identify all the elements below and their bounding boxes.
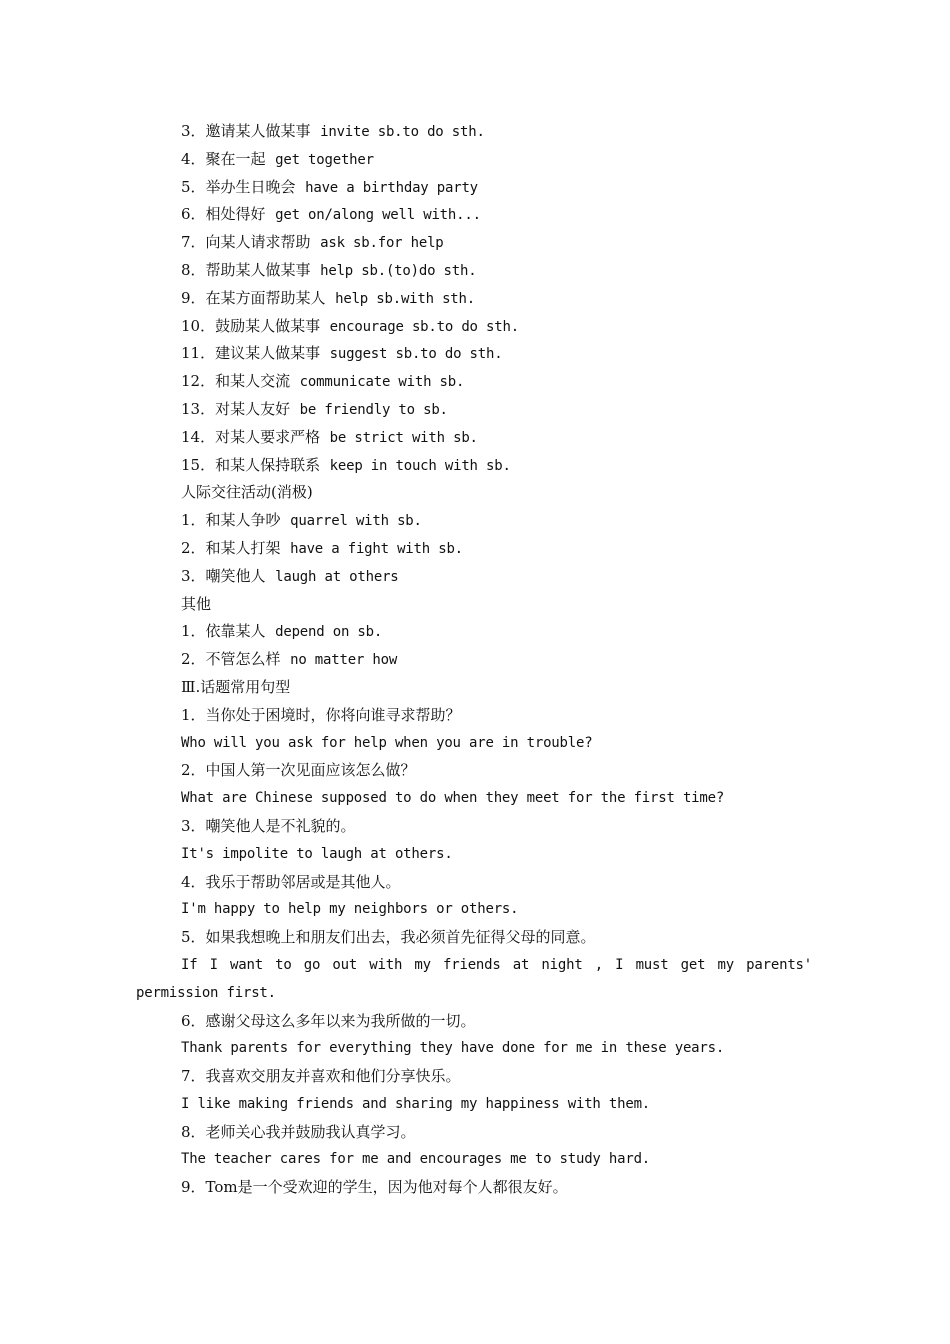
phrase-line: 12．和某人交流 communicate with sb. <box>181 372 465 391</box>
sentence-chinese: 5．如果我想晚上和朋友们出去，我必须首先征得父母的同意。 <box>181 928 596 947</box>
phrase-line: 14．对某人要求严格 be strict with sb. <box>181 427 478 446</box>
phrase-line: 4．聚在一起 get together <box>181 149 374 168</box>
document-page <box>0 118 950 1202</box>
phrase-line: 13．对某人友好 be friendly to sb. <box>181 399 448 418</box>
phrase-line: 9．在某方面帮助某人 help sb.with sth. <box>181 288 475 307</box>
sentence-english: It's impolite to laugh at others. <box>181 845 453 862</box>
phrase-line: 1．依靠某人 depend on sb. <box>181 622 383 641</box>
sentence-chinese: 1．当你处于困境时，你将向谁寻求帮助？ <box>181 705 461 724</box>
sentence-chinese: 7．我喜欢交朋友并喜欢和他们分享快乐。 <box>181 1067 461 1086</box>
sentence-english: What are Chinese supposed to do when they meet for the first time? <box>181 790 725 807</box>
sentence-chinese: 3．嘲笑他人是不礼貌的。 <box>181 816 356 835</box>
sentence-chinese: 4．我乐于帮助邻居或是其他人。 <box>181 872 401 891</box>
phrase-line: 8．帮助某人做某事 help sb.(to)do sth. <box>181 260 477 279</box>
sentence-chinese: 2．中国人第一次见面应该怎么做？ <box>181 761 416 780</box>
phrase-line: 15．和某人保持联系 keep in touch with sb. <box>181 455 511 474</box>
sentence-chinese: 9．Tom是一个受欢迎的学生，因为他对每个人都很友好。 <box>181 1178 568 1197</box>
phrase-line: 3．邀请某人做某事 invite sb.to do sth. <box>181 122 485 140</box>
sentence-chinese: 6．感谢父母这么多年以来为我所做的一切。 <box>181 1011 476 1030</box>
phrase-line: 6．相处得好 get on/along well with... <box>181 205 481 224</box>
sentence-english: The teacher cares for me and encourages me to study hard. <box>181 1151 651 1168</box>
phrase-line: 3．嘲笑他人 laugh at others <box>181 566 399 585</box>
phrase-line: 5．举办生日晚会 have a birthday party <box>181 177 478 196</box>
section-heading-other: 其他 <box>181 594 212 613</box>
sentence-english: Who will you ask for help when you are in trouble? <box>181 734 593 751</box>
phrase-line: 2．不管怎么样 no matter how <box>181 650 398 669</box>
phrase-line: 11．建议某人做某事 suggest sb.to do sth. <box>181 344 503 363</box>
section-heading-sentences: Ⅲ.话题常用句型 <box>181 677 291 696</box>
sentence-english: I'm happy to help my neighbors or others. <box>181 901 519 918</box>
phrase-line: 10．鼓励某人做某事 encourage sb.to do sth. <box>181 316 519 335</box>
sentence-english: I like making friends and sharing my happiness with them. <box>181 1095 651 1112</box>
sentence-chinese: 8．老师关心我并鼓励我认真学习。 <box>181 1122 416 1141</box>
sentence-english: Thank parents for everything they have done for me in these years. <box>181 1040 725 1057</box>
phrase-line: 7．向某人请求帮助 ask sb.for help <box>181 233 444 252</box>
sentence-english-wrapped: If I want to go out with my friends at night , I must get my parents' <box>181 956 812 973</box>
sentence-english-continuation: permission first. <box>136 984 276 1001</box>
phrase-line: 1．和某人争吵 quarrel with sb. <box>181 511 422 530</box>
phrase-line: 2．和某人打架 have a fight with sb. <box>181 538 463 557</box>
section-heading-negative: 人际交往活动(消极) <box>181 483 313 502</box>
